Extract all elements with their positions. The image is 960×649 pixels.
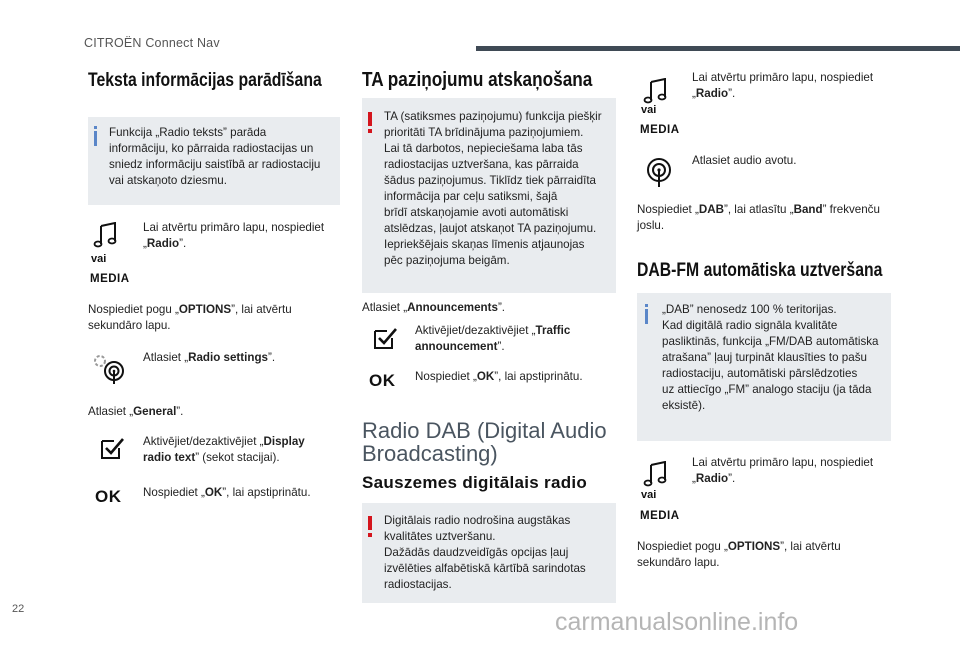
band-label: Band [793,203,823,216]
warning-mark-dot [368,129,372,133]
dab-band-instruction [637,202,880,234]
watermark: carmanualsonline.info [555,608,799,636]
section-heading-text-info: Teksta informācijas parādīšana [88,70,322,91]
info-box-dab-fm [637,293,891,441]
text: ” (sekot stacijai). [195,451,280,464]
media-button-label: MEDIA [90,273,130,285]
select-announcements [362,300,505,316]
info-line: eksistē). [662,399,706,412]
options-label: OPTIONS [727,540,781,553]
text: Aktivējiet/dezaktivējiet „ [415,324,536,337]
text: ”, lai atlasītu „ [724,203,794,216]
subheading-terrestrial: Sauszemes digitālais radio [362,473,588,492]
media-instruction [143,220,324,252]
options-label: OPTIONS [178,303,232,316]
header-bar [476,46,960,51]
info-line: vai atskaņoto dziesmu. [109,174,227,187]
brand-header: CITROËN Connect Nav [84,36,220,50]
or-label: vai [641,104,657,116]
warning-mark-dot [368,533,372,537]
radio-text-label: radio text [143,451,196,464]
quote: ”. [179,237,187,250]
music-note-icon [643,78,671,104]
radio-settings-label: Radio settings [188,351,268,364]
select-radio-settings [143,350,275,366]
text: ” frekvenču [822,203,880,216]
info-line: „DAB” nenosedz 100 % teritorijas. [662,303,837,316]
radio-label: Radio [146,237,180,250]
warn-line: Dažādās daudzveidīgās opcijas ļauj [384,546,569,559]
warn-line: informācija par ceļu satiksmi, šajā [384,190,558,203]
checkbox-icon [100,437,126,461]
text: ”. [176,405,184,418]
instruction-line: Lai atvērtu primāro lapu, nospiediet [143,221,325,234]
select-general [88,404,183,420]
warn-line: pēc paziņojuma beigām. [384,254,510,267]
warn-line: radiostacijas. [384,578,452,591]
media-instruction [692,70,873,102]
traffic-label: Traffic [535,324,571,337]
info-box-radio-text [88,117,340,205]
text: ”. [497,301,506,314]
announcement-label: announcement [415,340,498,353]
warn-line: prioritāti TA brīdinājuma paziņojumiem. [384,126,584,139]
warn-line: TA (satiksmes paziņojumu) funkcija piešķir [384,110,602,123]
radio-label: Radio [695,87,729,100]
or-label: vai [641,489,657,501]
media-button-label: MEDIA [640,510,680,522]
confirm-instruction [415,369,583,385]
info-mark-icon [645,309,648,324]
ok-button-label: OK [95,487,122,506]
media-instruction [692,455,873,487]
text: Nospiediet „ [637,203,699,216]
toggle-traffic-announcement [415,323,570,355]
text: Nospiediet pogu „ [637,540,728,553]
toggle-display-radio-text [143,434,305,466]
text: joslu. [637,219,665,232]
info-mark-dot [645,304,648,307]
quote: ”. [728,472,736,485]
options-instruction [637,539,841,571]
heading-line: Radio DAB (Digital Audio [362,418,607,443]
warn-line: brīdī atskaņojamie avoti automātiski [384,206,569,219]
info-mark-dot [94,126,97,129]
text: ”. [268,351,276,364]
quote: „ [143,237,147,250]
text: Atlasiet „ [143,351,189,364]
text: Atlasiet „ [362,301,408,314]
warn-line: kvalitātes uztveršanu. [384,530,496,543]
ok-label: OK [476,370,495,383]
info-line: uz attiecīgo „FM” analogo staciju (ja tāda [662,383,872,396]
section-heading-dab [362,419,607,465]
warn-line: radiostacijas uztveršana, kas pārraida [384,158,579,171]
page-number: 22 [12,603,25,615]
audio-source-icon [644,157,674,189]
section-heading-ta: TA paziņojumu atskaņošana [362,69,593,91]
info-line: Funkcija „Radio teksts” parāda [109,126,267,139]
quote: „ [692,87,696,100]
quote: „ [692,472,696,485]
warn-line: šādus paziņojumus. Tiklīdz tiek pārraidīta [384,174,597,187]
radio-settings-icon [92,352,128,386]
warn-line: Lai tā darbotos, nepieciešama laba tās [384,142,583,155]
ok-label: OK [204,486,223,499]
text: sekundāro lapu. [637,556,720,569]
warn-line: Iepriekšējais skaņas līmenis atjaunojas [384,238,585,251]
select-audio-source: Atlasiet audio avotu. [692,154,797,167]
or-label: vai [91,253,107,265]
text: ”, lai atvērtu [780,540,841,553]
instruction-line: Lai atvērtu primāro lapu, nospiediet [692,71,874,84]
section-heading-dab-fm: DAB-FM automātiska uztveršana [637,260,883,281]
radio-label: Radio [695,472,729,485]
text: ”, lai atvērtu [231,303,292,316]
text: sekundāro lapu. [88,319,171,332]
warn-line: Digitālais radio nodrošina augstākas [384,514,571,527]
warning-box-ta [362,98,616,293]
text: Atlasiet „ [88,405,134,418]
media-button-label: MEDIA [640,124,680,136]
warning-mark-icon [368,516,372,530]
quote: ”. [728,87,736,100]
instruction-line: Lai atvērtu primāro lapu, nospiediet [692,456,874,469]
options-instruction [88,302,292,334]
music-note-icon [643,461,671,487]
info-mark-icon [94,131,97,146]
text: Nospiediet „ [415,370,477,383]
info-line: informāciju, ko pārraida radiostacijas un [109,142,314,155]
text: ”, lai apstiprinātu. [494,370,583,383]
info-line: Kad digitālā radio signāla kvalitāte [662,319,838,332]
warning-box-dab [362,503,616,603]
checkbox-icon [373,327,399,351]
info-line: radiostaciju, automātiski pārslēdzoties [662,367,858,380]
info-line: sniedz informāciju saistībā ar radiostaciju [109,158,321,171]
warn-line: atslēdzas, ļaujot atskaņot TA paziņojumu. [384,222,597,235]
music-note-icon [93,222,121,248]
text: ”. [497,340,505,353]
warn-line: izvēlēties alfabētiskā kārtībā sarindotas [384,562,586,575]
text: ”, lai apstiprinātu. [222,486,311,499]
announcements-label: Announcements [407,301,498,314]
text: Nospiediet „ [143,486,205,499]
info-line: pasliktinās, funkcija „FM/DAB automātiska [662,335,879,348]
text: Nospiediet pogu „ [88,303,179,316]
ok-button-label: OK [369,371,396,390]
display-label: Display [263,435,305,448]
text: Aktivējiet/dezaktivējiet „ [143,435,264,448]
dab-label: DAB [698,203,724,216]
general-label: General [133,405,177,418]
info-line: atrašana” ļauj turpināt klausīties to pašu [662,351,867,364]
heading-line: Broadcasting) [362,441,498,466]
warning-mark-icon [368,112,372,126]
confirm-instruction [143,485,311,501]
